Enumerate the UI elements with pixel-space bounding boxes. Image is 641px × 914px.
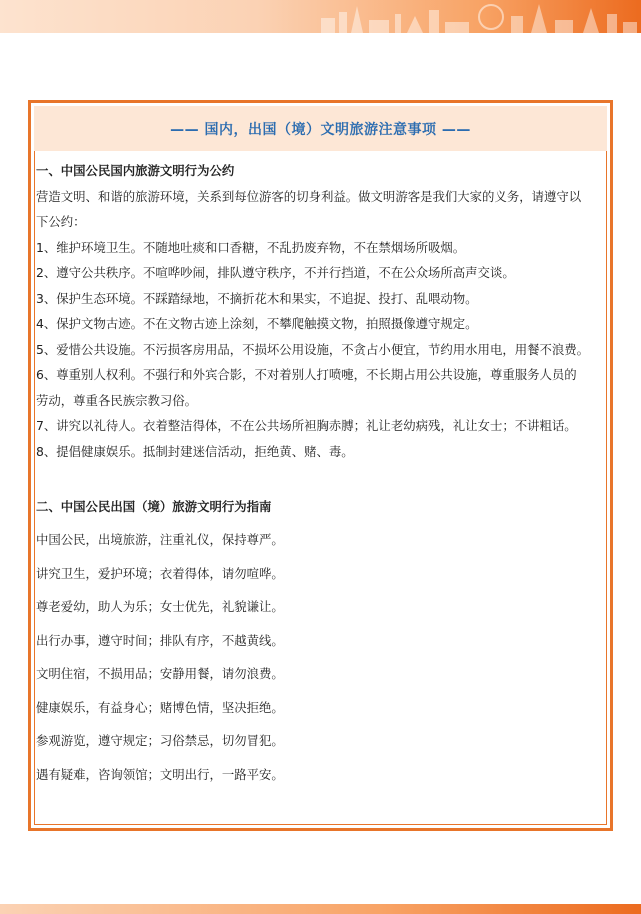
section2-heading: 二、中国公民出国（境）旅游文明行为指南 <box>36 499 272 514</box>
guideline-line: 讲究卫生，爱护环境；衣着得体，请勿喧哗。 <box>36 565 284 581</box>
city-skyline-decoration <box>311 0 641 33</box>
guideline-line: 参观游览，遵守规定；习俗禁忌，切勿冒犯。 <box>36 733 284 748</box>
section1-intro-line: 营造文明、和谐的旅游环境，关系到每位游客的切身利益。做文明游客是我们大家的义务，请遵守以 <box>36 188 582 204</box>
convention-item: 8、提倡健康娱乐。抵制封建迷信活动，拒绝黄、赌、毒。 <box>36 443 354 459</box>
guideline-line: 文明住宿，不损用品；安静用餐，请勿浪费。 <box>36 666 284 681</box>
section-spacer <box>36 464 610 490</box>
footer-decoration-band <box>0 904 641 914</box>
guideline-line: 中国公民，出境旅游，注重礼仪，保持尊严。 <box>36 532 284 547</box>
guideline-line: 尊老爱幼，助人为乐；女士优先，礼貌谦让。 <box>36 599 284 614</box>
guideline-line: 出行办事，遵守时间；排队有序，不越黄线。 <box>36 632 284 648</box>
convention-item: 5、爱惜公共设施。不污损客房用品，不损坏公用设施，不贪占小便宜，节约用水用电，用餐不浪费。 <box>36 341 590 357</box>
convention-item: 6、尊重别人权利。不强行和外宾合影，不对着别人打喷嚏，不长期占用公共设施，尊重服务人员的 <box>36 367 577 382</box>
convention-item: 劳动，尊重各民族宗教习俗。 <box>36 392 198 408</box>
convention-item: 7、讲究以礼待人。衣着整洁得体，不在公共场所袒胸赤膊；礼让老幼病残，礼让女士；不讲粗话。 <box>36 418 577 433</box>
convention-item: 4、保护文物古迹。不在文物古迹上涂刻，不攀爬触摸文物，拍照摄像遵守规定。 <box>36 316 478 331</box>
guideline-line: 健康娱乐，有益身心；赌博色情，坚决拒绝。 <box>36 699 284 715</box>
convention-item: 1、维护环境卫生。不随地吐痰和口香糖，不乱扔废弃物，不在禁烟场所吸烟。 <box>36 239 466 255</box>
convention-item: 3、保护生态环境。不踩踏绿地，不摘折花木和果实，不追捉、投打、乱喂动物。 <box>36 290 478 306</box>
convention-item: 2、遵守公共秩序。不喧哗吵闹，排队遵守秩序，不并行挡道，不在公众场所高声交谈。 <box>36 265 515 280</box>
document-body <box>36 158 610 791</box>
page-title: —— 国内，出国（境）文明旅游注意事项 —— <box>34 106 607 151</box>
guideline-line: 遇有疑难，咨询领馆；文明出行，一路平安。 <box>36 766 284 782</box>
section1-intro-line: 下公约： <box>36 214 86 229</box>
section1-heading: 一、中国公民国内旅游文明行为公约 <box>36 163 235 178</box>
